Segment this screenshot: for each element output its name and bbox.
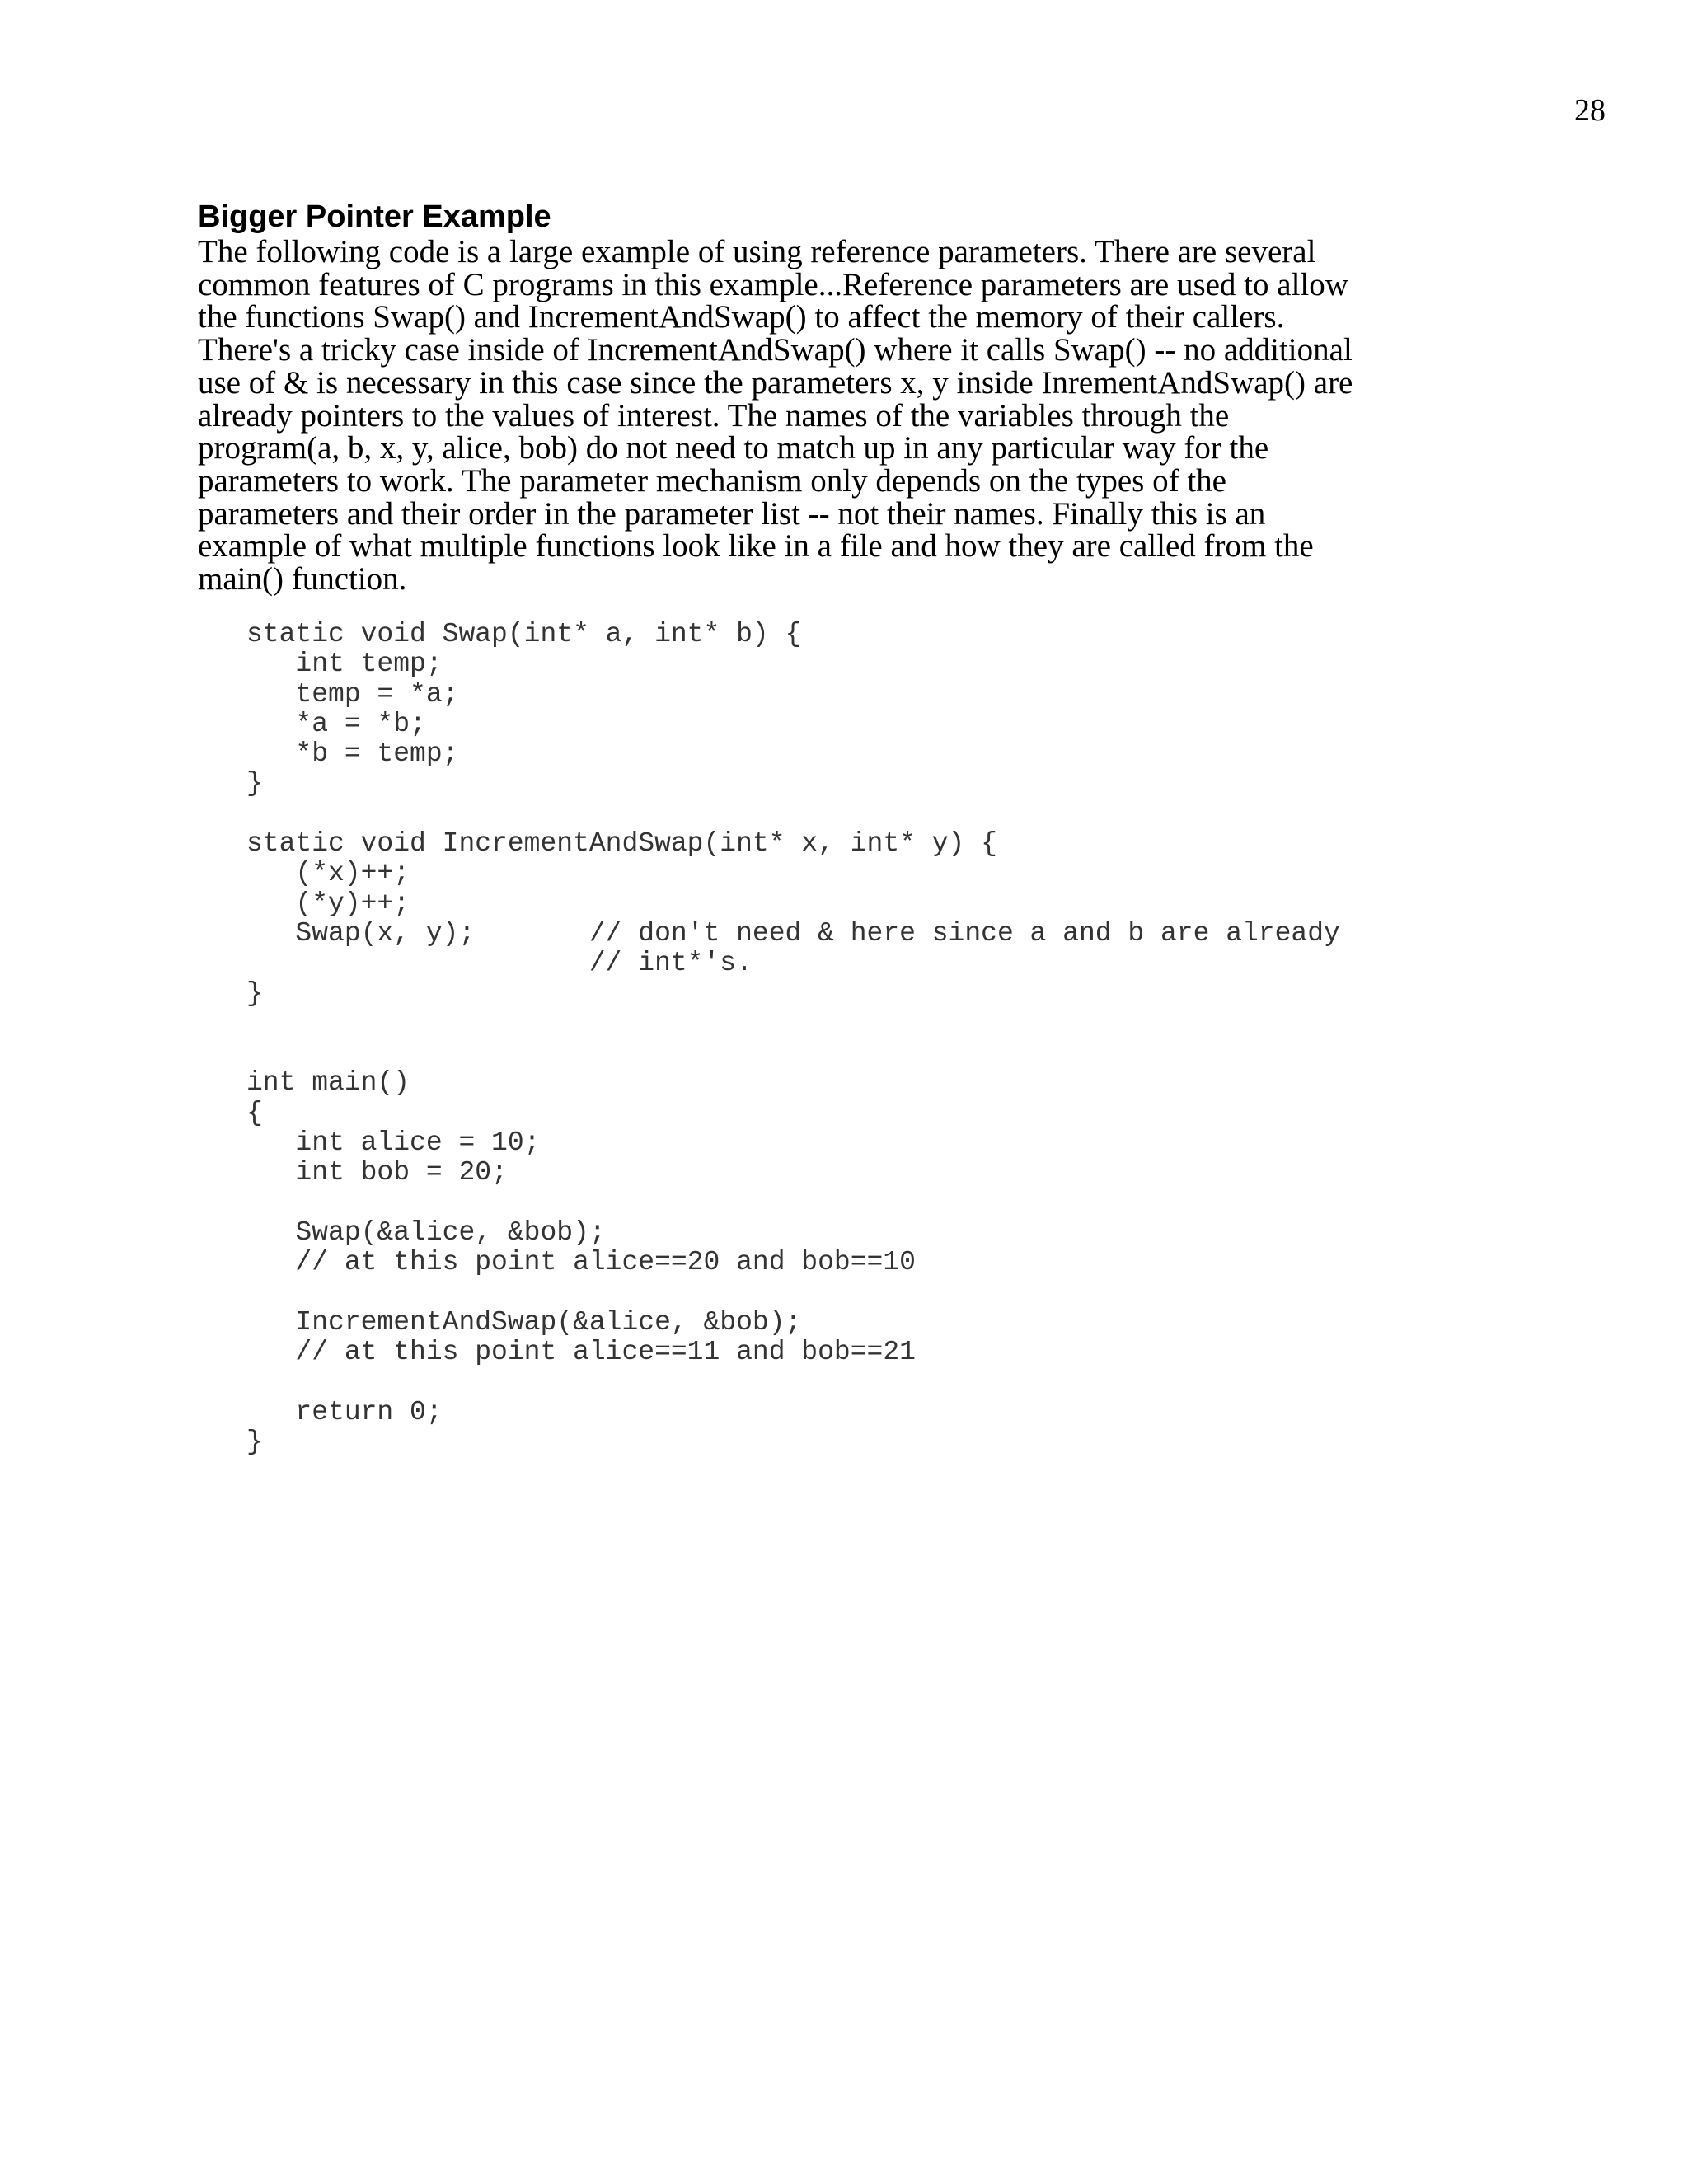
code-line: Swap(&alice, &bob); [246, 1216, 606, 1248]
paragraph-line: main() function. [198, 561, 407, 598]
code-line [246, 1188, 1340, 1218]
paragraph-line: The following code is a large example of using reference parameters. There are several [198, 234, 1316, 269]
code-line [246, 1278, 1340, 1308]
code-listing [246, 620, 1340, 1457]
code-line: return 0; [246, 1396, 443, 1427]
intro-paragraph [198, 236, 1385, 596]
paragraph-line: There's a tricky case inside of IncrementAndSwap() where it calls Swap() -- no additional [198, 332, 1353, 368]
code-line [246, 1367, 1340, 1397]
code-line: static void Swap(int* a, int* b) { [246, 619, 802, 649]
paragraph-line: program(a, b, x, y, alice, bob) do not need to match up in any particular way for the [198, 430, 1269, 466]
paragraph-line: parameters to work. The parameter mechanism only depends on the types of the [198, 462, 1226, 499]
code-line: int alice = 10; [246, 1127, 541, 1159]
paragraph-line: parameters and their order in the parameter list -- not their names. Finally this is an [198, 495, 1266, 532]
code-line: *b = temp; [246, 738, 459, 770]
code-line: // int*'s. [246, 948, 753, 979]
code-line: IncrementAndSwap(&alice, &bob); [246, 1306, 802, 1338]
page-number: 28 [1574, 93, 1606, 128]
code-line: // at this point alice==11 and bob==21 [246, 1337, 916, 1368]
code-line: } [246, 1427, 263, 1458]
code-line: static void IncrementAndSwap(int* x, int* y) { [246, 828, 997, 860]
code-line: } [246, 977, 263, 1009]
code-line: int temp; [246, 649, 443, 680]
section-title: Bigger Pointer Example [198, 199, 551, 234]
code-line [246, 1038, 1340, 1068]
code-line: temp = *a; [246, 678, 459, 710]
code-line: (*x)++; [246, 858, 410, 889]
code-line: // at this point alice==20 and bob==10 [246, 1247, 916, 1278]
code-line: Swap(x, y); // don't need & here since a and b are already [246, 917, 1340, 949]
code-line [246, 1009, 1340, 1038]
paragraph-line: already pointers to the values of interest. The names of the variables through the [198, 397, 1230, 434]
paragraph-line: the functions Swap() and IncrementAndSwap() to affect the memory of their callers. [198, 299, 1285, 335]
code-line: (*y)++; [246, 888, 410, 919]
code-line: *a = *b; [246, 708, 426, 739]
code-line [246, 799, 1340, 829]
document-content [198, 198, 1484, 596]
paragraph-line: example of what multiple functions look like in a file and how they are called from the [198, 528, 1314, 565]
code-line: int bob = 20; [246, 1157, 508, 1188]
code-line: { [246, 1097, 263, 1128]
code-line: } [246, 768, 263, 799]
code-line: int main() [246, 1067, 410, 1099]
paragraph-line: use of & is necessary in this case since the parameters x, y inside InrementAndSwap() are [198, 364, 1353, 401]
paragraph-line: common features of C programs in this example...Reference parameters are used to allow [198, 266, 1348, 302]
